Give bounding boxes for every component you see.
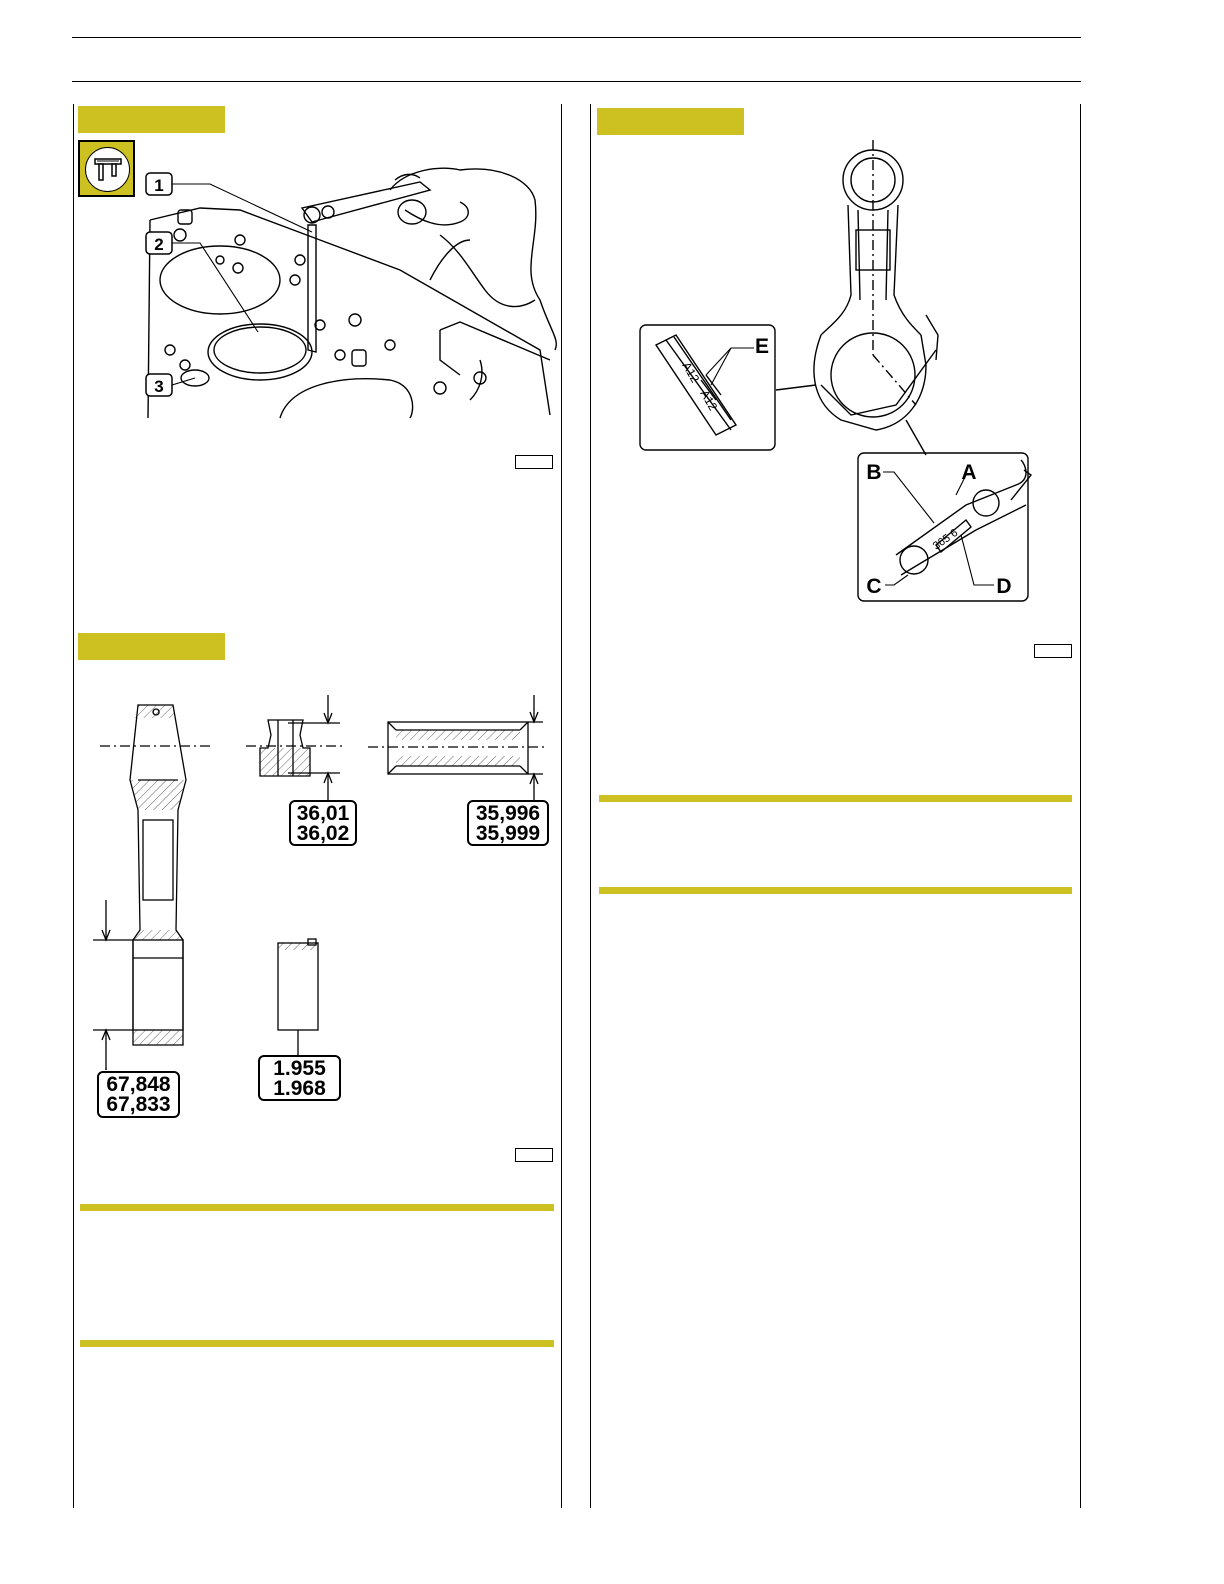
figure-tab-bottom-left (78, 633, 225, 660)
cap-mark-text: 365 6 (930, 526, 961, 553)
callout-D: D (996, 575, 1012, 598)
figure-tab-right (597, 108, 744, 135)
callout-1: 1 (154, 176, 164, 195)
figure-number-box-right (1034, 644, 1072, 658)
figure-connecting-rod-marks (636, 135, 1056, 610)
figure-number-box-top-left (515, 455, 553, 469)
dimension-pin-dia-max: 35,999 (475, 822, 541, 845)
callout-3: 3 (154, 377, 164, 396)
dimension-label-pin-bore (289, 800, 357, 846)
dimension-shell-min: 1.955 (273, 1057, 326, 1080)
callout-B: B (866, 461, 882, 484)
dimension-pin-bore-min: 36,02 (296, 822, 350, 845)
section-bar-left-2 (80, 1340, 554, 1347)
caliper-icon (78, 140, 135, 197)
figure-number-box-bottom-left (515, 1148, 553, 1162)
dimension-big-end-min: 67,833 (106, 1093, 171, 1116)
header-rule-top (72, 37, 1081, 38)
dimension-label-shell (258, 1055, 341, 1101)
section-bar-right-2 (599, 887, 1072, 894)
callout-C: C (866, 575, 882, 598)
section-bar-right-1 (599, 795, 1072, 802)
figure-cylinder-feeler (140, 160, 560, 420)
dimension-label-pin-diameter (467, 800, 549, 846)
dimension-pin-bore-max: 36,01 (296, 802, 350, 825)
callout-E: E (754, 335, 770, 358)
dimension-big-end-max: 67,848 (106, 1073, 171, 1096)
dimension-label-big-end (97, 1071, 180, 1118)
stamp-text-2: A12 (697, 387, 721, 413)
callout-A: A (961, 461, 977, 484)
section-bar-left-1 (80, 1204, 554, 1211)
column-rule-right (1080, 104, 1081, 1508)
column-rule-center-a (561, 104, 562, 1508)
callout-2: 2 (154, 235, 164, 254)
dimension-shell-max: 1.968 (273, 1077, 326, 1100)
header-rule-bottom (72, 81, 1081, 82)
figure-tab-top-left (78, 106, 225, 133)
stamp-text-1: A12 (679, 359, 703, 385)
dimension-pin-dia-min: 35,996 (475, 802, 541, 825)
column-rule-center-b (590, 104, 591, 1508)
column-rule-left (73, 104, 74, 1508)
